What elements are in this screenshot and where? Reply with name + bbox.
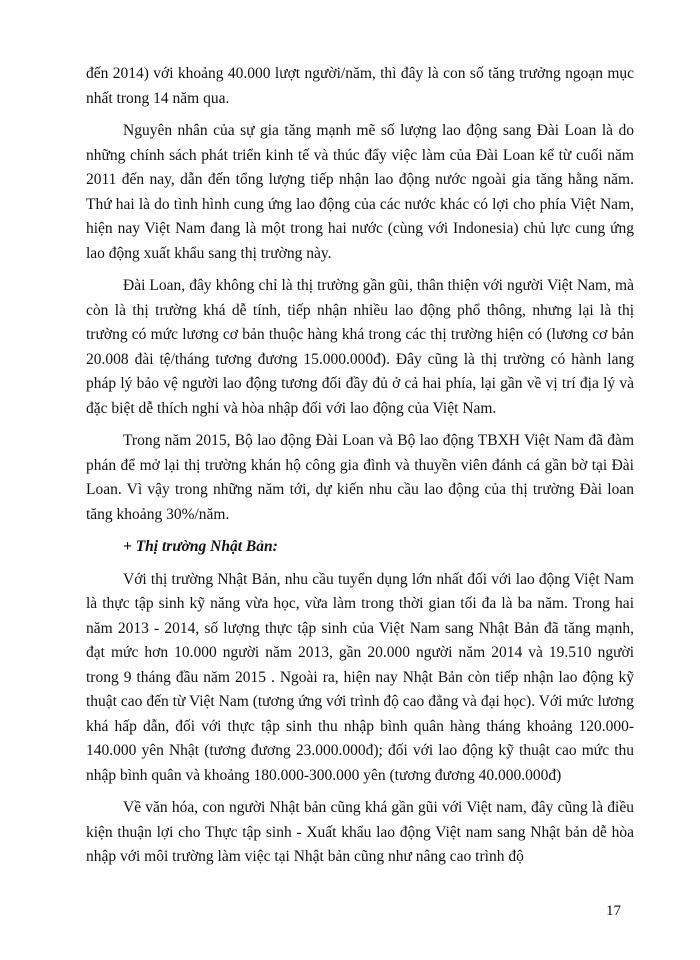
page-number: 17 [606, 903, 621, 919]
paragraph-van-hoa: Về văn hóa, con người Nhật bản cũng khá gần gũi với Việt nam, đây cũng là điều kiện thuận lợi cho Thực tập sinh - Xuất khẩu lao động Việt nam sang Nhật bản dễ hòa nhập với môi trường làm việc tại Nhật bản cũng như nâng cao trình độ [86, 799, 634, 865]
document-body [86, 62, 634, 878]
section-heading-nhat-ban: + Thị trường Nhật Bản: [123, 538, 278, 555]
paragraph-dai-loan: Đài Loan, đây không chỉ là thị trường gần gũi, thân thiện với người Việt Nam, mà còn là thị trường khá dễ tính, tiếp nhận nhiều lao động phổ thông, nhưng lại là thị trường có mức lương cơ bản thuộc hàng khá trong các thị trường hiện có (lương cơ bản 20.008 đài tệ/tháng tương đương 15.000.000đ). Đây cũng là thị trường có hành lang pháp lý bảo vệ người lao động tương đối đầy đủ ở cả hai phía, lại gần về vị trí địa lý và đặc biệt dễ thích nghi và hòa nhập đối với lao động của Việt Nam. [86, 277, 634, 417]
paragraph-continuation: đến 2014) với khoảng 40.000 lượt người/năm, thì đây là con số tăng trưởng ngoạn mục nhất trong 14 năm qua. [86, 65, 634, 107]
paragraph-nguyen-nhan: Nguyên nhân của sự gia tăng mạnh mẽ số lượng lao động sang Đài Loan là do những chính sách phát triển kinh tế và thúc đẩy việc làm của Đài Loan kể từ cuối năm 2011 đến nay, dẫn đến tổng lượng tiếp nhận lao động nước ngoài gia tăng hằng năm. Thứ hai là do tình hình cung ứng lao động của các nước khác có lợi cho phía Việt Nam, hiện nay Việt Nam đang là một trong hai nước (cùng với Indonesia) chủ lực cung ứng lao động xuất khẩu sang thị trường này. [86, 122, 634, 262]
paragraph-trong-nam-2015: Trong năm 2015, Bộ lao động Đài Loan và Bộ lao động TBXH Việt Nam đã đàm phán để mở lại thị trường khán hộ công gia đình và thuyền viên đánh cá gần bờ tại Đài Loan. Vì vậy trong những năm tới, dự kiến nhu cầu lao động của thị trường Đài loan tăng khoảng 30%/năm. [86, 432, 634, 523]
paragraph-nhat-ban: Với thị trường Nhật Bản, nhu cầu tuyển dụng lớn nhất đối với lao động Việt Nam là thực tập sinh kỹ năng vừa học, vừa làm trong thời gian tối đa là ba năm. Trong hai năm 2013 - 2014, số lượng thực tập sinh của Việt Nam sang Nhật Bản đã tăng mạnh, đạt mức hơn 10.000 người năm 2013, gần 20.000 người năm 2014 và 19.510 người trong 9 tháng đầu năm 2015 . Ngoài ra, hiện nay Nhật Bản còn tiếp nhận lao động kỹ thuật cao đến từ Việt Nam (tương ứng với trình độ cao đẳng và đại học). Với mức lương khá hấp dẫn, đối với thực tập sinh thu nhập bình quân hàng tháng khoảng 120.000-140.000 yên Nhật (tương đương 23.000.000đ); đối với lao động kỹ thuật cao mức thu nhập bình quân và khoảng 180.000-300.000 yên (tương đương 40.000.000đ) [86, 570, 634, 784]
